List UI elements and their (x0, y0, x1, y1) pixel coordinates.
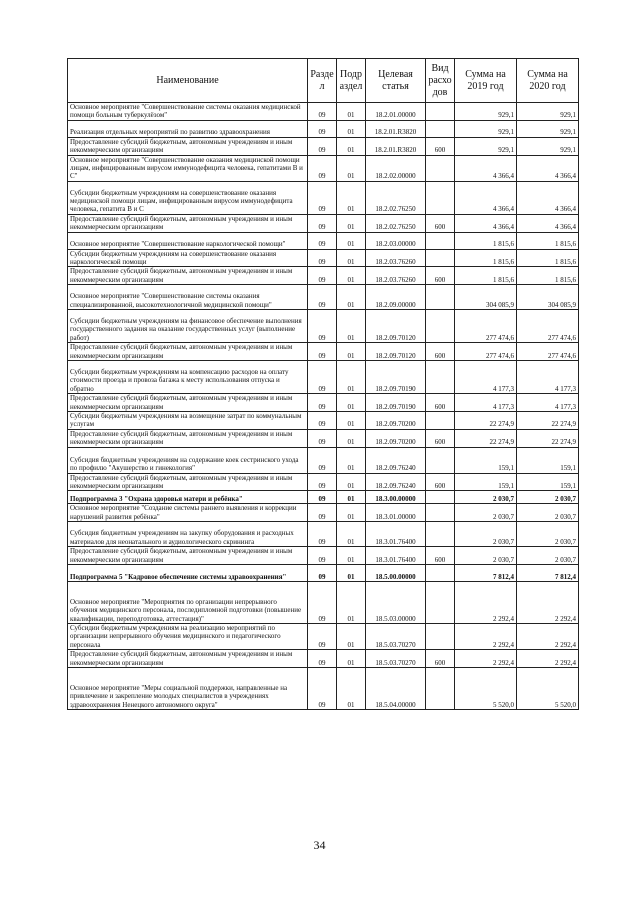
row-expense-type (426, 285, 455, 310)
row-section: 09 (308, 120, 337, 137)
row-sum-2019: 2 030,7 (455, 491, 517, 504)
row-section: 09 (308, 564, 337, 581)
row-sum-2019: 4 177,3 (455, 394, 517, 412)
row-section: 09 (308, 429, 337, 447)
row-sum-2020: 7 812,4 (517, 564, 579, 581)
table-header-row (68, 59, 579, 103)
row-sum-2020: 2 292,4 (517, 623, 579, 649)
row-name: Предоставление субсидий бюджетным, автономным учреждениям и иным некоммерческим организациям (68, 267, 308, 285)
row-subsection: 01 (337, 155, 366, 181)
row-sum-2020: 159,1 (517, 473, 579, 491)
row-section: 09 (308, 522, 337, 547)
row-name: Основное мероприятие "Совершенствование оказания медицинской помощи лицам, инфицированным вирусом иммунодефицита человека, гепатитами В и С" (68, 155, 308, 181)
row-sum-2019: 2 292,4 (455, 650, 517, 668)
table-row (68, 181, 579, 214)
row-sum-2020: 2 292,4 (517, 581, 579, 623)
row-section: 09 (308, 491, 337, 504)
header-expense-type: Вид расхо дов (426, 59, 455, 103)
row-subsection: 01 (337, 214, 366, 232)
row-sum-2020: 4 177,3 (517, 394, 579, 412)
row-name: Субсидии бюджетным учреждениям на совершенствование оказания наркологической помощи (68, 249, 308, 267)
row-sum-2019: 929,1 (455, 103, 517, 121)
row-sum-2019: 7 812,4 (455, 564, 517, 581)
row-subsection: 01 (337, 581, 366, 623)
row-sum-2019: 2 292,4 (455, 623, 517, 649)
row-subsection: 01 (337, 120, 366, 137)
row-sum-2020: 1 815,6 (517, 267, 579, 285)
row-target: 18.2.03.76260 (366, 249, 426, 267)
row-name: Предоставление субсидий бюджетным, автономным учреждениям и иным некоммерческим организациям (68, 650, 308, 668)
row-expense-type (426, 155, 455, 181)
row-expense-type (426, 103, 455, 121)
row-sum-2019: 304 085,9 (455, 285, 517, 310)
row-name: Субсидия бюджетным учреждениям на содержание коек сестринского ухода по профилю "Акушерство и гинекология" (68, 447, 308, 473)
row-section: 09 (308, 447, 337, 473)
row-section: 09 (308, 249, 337, 267)
header-sum-2020: Сумма на 2020 год (517, 59, 579, 103)
row-name: Субсидии бюджетным учреждениям на возмещение затрат по коммунальным услугам (68, 411, 308, 429)
row-sum-2019: 2 030,7 (455, 522, 517, 547)
row-section: 09 (308, 394, 337, 412)
row-sum-2020: 22 274,9 (517, 429, 579, 447)
row-expense-type: 600 (426, 473, 455, 491)
row-name: Предоставление субсидий бюджетным, автономным учреждениям и иным некоммерческим организациям (68, 137, 308, 155)
row-subsection: 01 (337, 564, 366, 581)
row-subsection: 01 (337, 103, 366, 121)
row-expense-type: 600 (426, 214, 455, 232)
row-name: Предоставление субсидий бюджетным, автономным учреждениям и иным некоммерческим организациям (68, 547, 308, 565)
table-row (68, 447, 579, 473)
row-target: 18.2.09.76240 (366, 447, 426, 473)
row-expense-type (426, 447, 455, 473)
row-section: 09 (308, 623, 337, 649)
row-target: 18.2.02.76250 (366, 181, 426, 214)
row-expense-type (426, 361, 455, 394)
row-sum-2019: 2 030,7 (455, 547, 517, 565)
row-section: 09 (308, 473, 337, 491)
row-section: 09 (308, 343, 337, 361)
row-section: 09 (308, 411, 337, 429)
row-section: 09 (308, 267, 337, 285)
table-row (68, 249, 579, 267)
row-subsection: 01 (337, 668, 366, 710)
row-target: 18.2.02.00000 (366, 155, 426, 181)
row-name: Реализация отдельных мероприятий по развитию здравоохранения (68, 120, 308, 137)
row-subsection: 01 (337, 267, 366, 285)
row-sum-2019: 1 815,6 (455, 267, 517, 285)
row-sum-2019: 22 274,9 (455, 411, 517, 429)
row-expense-type (426, 181, 455, 214)
row-name: Основное мероприятие "Меры социальной поддержки, направленные на привлечение и закрепление молодых специалистов в учреждениях здравоохранения Ненецкого автономного округа" (68, 668, 308, 710)
row-sum-2020: 929,1 (517, 103, 579, 121)
row-name: Подпрограмма 5 "Кадровое обеспечение системы здравоохранения" (68, 564, 308, 581)
table-row (68, 429, 579, 447)
row-subsection: 01 (337, 504, 366, 522)
row-sum-2020: 2 030,7 (517, 547, 579, 565)
row-sum-2019: 2 292,4 (455, 581, 517, 623)
row-target: 18.3.01.76400 (366, 547, 426, 565)
row-subsection: 01 (337, 181, 366, 214)
row-sum-2020: 277 474,6 (517, 343, 579, 361)
row-section: 09 (308, 668, 337, 710)
row-subsection: 01 (337, 411, 366, 429)
row-sum-2020: 2 030,7 (517, 522, 579, 547)
row-expense-type (426, 504, 455, 522)
row-section: 09 (308, 214, 337, 232)
row-sum-2019: 1 815,6 (455, 249, 517, 267)
table-row (68, 547, 579, 565)
row-target: 18.2.09.00000 (366, 285, 426, 310)
table-row (68, 343, 579, 361)
row-expense-type: 600 (426, 137, 455, 155)
row-sum-2020: 4 366,4 (517, 181, 579, 214)
row-expense-type (426, 623, 455, 649)
row-expense-type (426, 120, 455, 137)
table-row (68, 232, 579, 249)
row-expense-type (426, 564, 455, 581)
row-subsection: 01 (337, 491, 366, 504)
row-sum-2019: 1 815,6 (455, 232, 517, 249)
row-subsection: 01 (337, 343, 366, 361)
row-name: Субсидии бюджетным учреждениям на компенсацию расходов на оплату стоимости проезда и провоза багажа к месту использования отпуска и обратно (68, 361, 308, 394)
row-target: 18.5.03.70270 (366, 623, 426, 649)
row-subsection: 01 (337, 650, 366, 668)
row-sum-2020: 2 030,7 (517, 504, 579, 522)
row-target: 18.3.01.00000 (366, 504, 426, 522)
row-target: 18.2.09.70190 (366, 361, 426, 394)
row-section: 09 (308, 504, 337, 522)
row-expense-type (426, 522, 455, 547)
row-target: 18.2.09.70120 (366, 310, 426, 343)
row-section: 09 (308, 155, 337, 181)
row-subsection: 01 (337, 310, 366, 343)
row-subsection: 01 (337, 137, 366, 155)
row-sum-2019: 4 366,4 (455, 181, 517, 214)
table-row (68, 668, 579, 710)
row-name: Предоставление субсидий бюджетным, автономным учреждениям и иным некоммерческим организациям (68, 214, 308, 232)
row-name: Предоставление субсидий бюджетным, автономным учреждениям и иным некоммерческим организациям (68, 394, 308, 412)
row-section: 09 (308, 285, 337, 310)
row-expense-type: 600 (426, 547, 455, 565)
row-sum-2020: 5 520,0 (517, 668, 579, 710)
row-sum-2019: 4 366,4 (455, 214, 517, 232)
row-target: 18.2.03.00000 (366, 232, 426, 249)
row-sum-2020: 929,1 (517, 120, 579, 137)
table-row (68, 361, 579, 394)
row-expense-type (426, 411, 455, 429)
row-target: 18.2.01.R3820 (366, 137, 426, 155)
table-row (68, 214, 579, 232)
row-expense-type (426, 310, 455, 343)
row-expense-type (426, 232, 455, 249)
row-target: 18.2.01.R3820 (366, 120, 426, 137)
table-row (68, 155, 579, 181)
table-row (68, 103, 579, 121)
row-expense-type (426, 668, 455, 710)
table-row (68, 522, 579, 547)
row-name: Основное мероприятие "Мероприятия по организации непрерывного обучения медицинского персонала, последипломной подготовки (повышение квалификации, переподготовка, аттестация)" (68, 581, 308, 623)
header-name: Наименование (68, 59, 308, 103)
row-subsection: 01 (337, 285, 366, 310)
row-sum-2020: 1 815,6 (517, 232, 579, 249)
row-sum-2019: 929,1 (455, 120, 517, 137)
row-name: Основное мероприятие "Совершенствование системы оказания медицинской помощи больным туберкулёзом" (68, 103, 308, 121)
row-target: 18.2.02.76250 (366, 214, 426, 232)
table-row (68, 285, 579, 310)
table-row (68, 581, 579, 623)
row-subsection: 01 (337, 447, 366, 473)
row-section: 09 (308, 650, 337, 668)
row-name: Подпрограмма 3 "Охрана здоровья матери и ребёнка" (68, 491, 308, 504)
row-name: Предоставление субсидий бюджетным, автономным учреждениям и иным некоммерческим организациям (68, 343, 308, 361)
row-subsection: 01 (337, 361, 366, 394)
row-target: 18.5.03.70270 (366, 650, 426, 668)
row-expense-type: 600 (426, 394, 455, 412)
row-subsection: 01 (337, 232, 366, 249)
row-target: 18.2.09.70120 (366, 343, 426, 361)
row-name: Предоставление субсидий бюджетным, автономным учреждениям и иным некоммерческим организациям (68, 473, 308, 491)
row-section: 09 (308, 232, 337, 249)
row-name: Основное мероприятие "Совершенствование системы оказания специализированной, высокотехнологичной медицинской помощи" (68, 285, 308, 310)
row-sum-2019: 277 474,6 (455, 343, 517, 361)
table-row (68, 394, 579, 412)
row-expense-type (426, 581, 455, 623)
row-expense-type: 600 (426, 429, 455, 447)
table-row (68, 137, 579, 155)
table-row (68, 650, 579, 668)
budget-table-sheet (67, 58, 578, 710)
row-target: 18.2.09.76240 (366, 473, 426, 491)
row-sum-2019: 277 474,6 (455, 310, 517, 343)
row-sum-2020: 22 274,9 (517, 411, 579, 429)
row-section: 09 (308, 361, 337, 394)
header-target: Целевая статья (366, 59, 426, 103)
row-section: 09 (308, 181, 337, 214)
table-row (68, 310, 579, 343)
row-sum-2020: 4 366,4 (517, 155, 579, 181)
row-target: 18.2.09.70200 (366, 429, 426, 447)
row-sum-2019: 4 177,3 (455, 361, 517, 394)
table-row (68, 411, 579, 429)
table-row (68, 564, 579, 581)
row-target: 18.5.00.00000 (366, 564, 426, 581)
row-sum-2020: 4 366,4 (517, 214, 579, 232)
row-expense-type (426, 249, 455, 267)
row-section: 09 (308, 581, 337, 623)
row-target: 18.5.04.00000 (366, 668, 426, 710)
row-expense-type: 600 (426, 267, 455, 285)
row-sum-2019: 159,1 (455, 473, 517, 491)
row-sum-2020: 2 030,7 (517, 491, 579, 504)
table-row (68, 504, 579, 522)
table-body (68, 103, 579, 710)
table-row (68, 491, 579, 504)
row-sum-2019: 22 274,9 (455, 429, 517, 447)
row-target: 18.2.09.70190 (366, 394, 426, 412)
row-sum-2019: 4 366,4 (455, 155, 517, 181)
row-target: 18.2.01.00000 (366, 103, 426, 121)
budget-table (67, 58, 579, 710)
row-sum-2019: 2 030,7 (455, 504, 517, 522)
page-number: 34 (313, 838, 326, 852)
row-subsection: 01 (337, 249, 366, 267)
row-expense-type: 600 (426, 343, 455, 361)
row-sum-2019: 5 520,0 (455, 668, 517, 710)
table-row (68, 267, 579, 285)
row-sum-2020: 929,1 (517, 137, 579, 155)
row-section: 09 (308, 547, 337, 565)
row-target: 18.2.03.76260 (366, 267, 426, 285)
header-section: Разде л (308, 59, 337, 103)
row-sum-2019: 929,1 (455, 137, 517, 155)
row-subsection: 01 (337, 429, 366, 447)
row-subsection: 01 (337, 547, 366, 565)
row-target: 18.3.00.00000 (366, 491, 426, 504)
row-sum-2019: 159,1 (455, 447, 517, 473)
row-target: 18.5.03.00000 (366, 581, 426, 623)
table-row (68, 473, 579, 491)
row-section: 09 (308, 103, 337, 121)
table-row (68, 623, 579, 649)
row-expense-type (426, 491, 455, 504)
row-name: Предоставление субсидий бюджетным, автономным учреждениям и иным некоммерческим организациям (68, 429, 308, 447)
row-sum-2020: 159,1 (517, 447, 579, 473)
row-target: 18.2.09.70200 (366, 411, 426, 429)
row-name: Субсидия бюджетным учреждениям на закупку оборудования и расходных материалов для неонатального и аудиологического скрининга (68, 522, 308, 547)
row-expense-type: 600 (426, 650, 455, 668)
row-name: Субсидии бюджетным учреждениям на совершенствование оказания медицинской помощи лицам, инфицированным вирусом иммунодефицита человека, гепатита В и С (68, 181, 308, 214)
row-sum-2020: 1 815,6 (517, 249, 579, 267)
row-target: 18.3.01.76400 (366, 522, 426, 547)
row-name: Основное мероприятие "Совершенствование наркологической помощи" (68, 232, 308, 249)
row-sum-2020: 304 085,9 (517, 285, 579, 310)
header-sum-2019: Сумма на 2019 год (455, 59, 517, 103)
row-subsection: 01 (337, 522, 366, 547)
row-subsection: 01 (337, 473, 366, 491)
row-name: Субсидии бюджетным учреждениям на реализацию мероприятий по организации непрерывного обучения медицинского и педагогического персонала (68, 623, 308, 649)
row-name: Субсидии бюджетным учреждениям на финансовое обеспечение выполнения государственного задания на оказание государственных услуг (выполнение работ) (68, 310, 308, 343)
row-subsection: 01 (337, 623, 366, 649)
row-name: Основное мероприятие "Создание системы раннего выявления и коррекции нарушений развития ребёнка" (68, 504, 308, 522)
row-subsection: 01 (337, 394, 366, 412)
row-sum-2020: 4 177,3 (517, 361, 579, 394)
row-section: 09 (308, 310, 337, 343)
header-subsection: Подр аздел (337, 59, 366, 103)
table-row (68, 120, 579, 137)
row-sum-2020: 2 292,4 (517, 650, 579, 668)
row-section: 09 (308, 137, 337, 155)
row-sum-2020: 277 474,6 (517, 310, 579, 343)
